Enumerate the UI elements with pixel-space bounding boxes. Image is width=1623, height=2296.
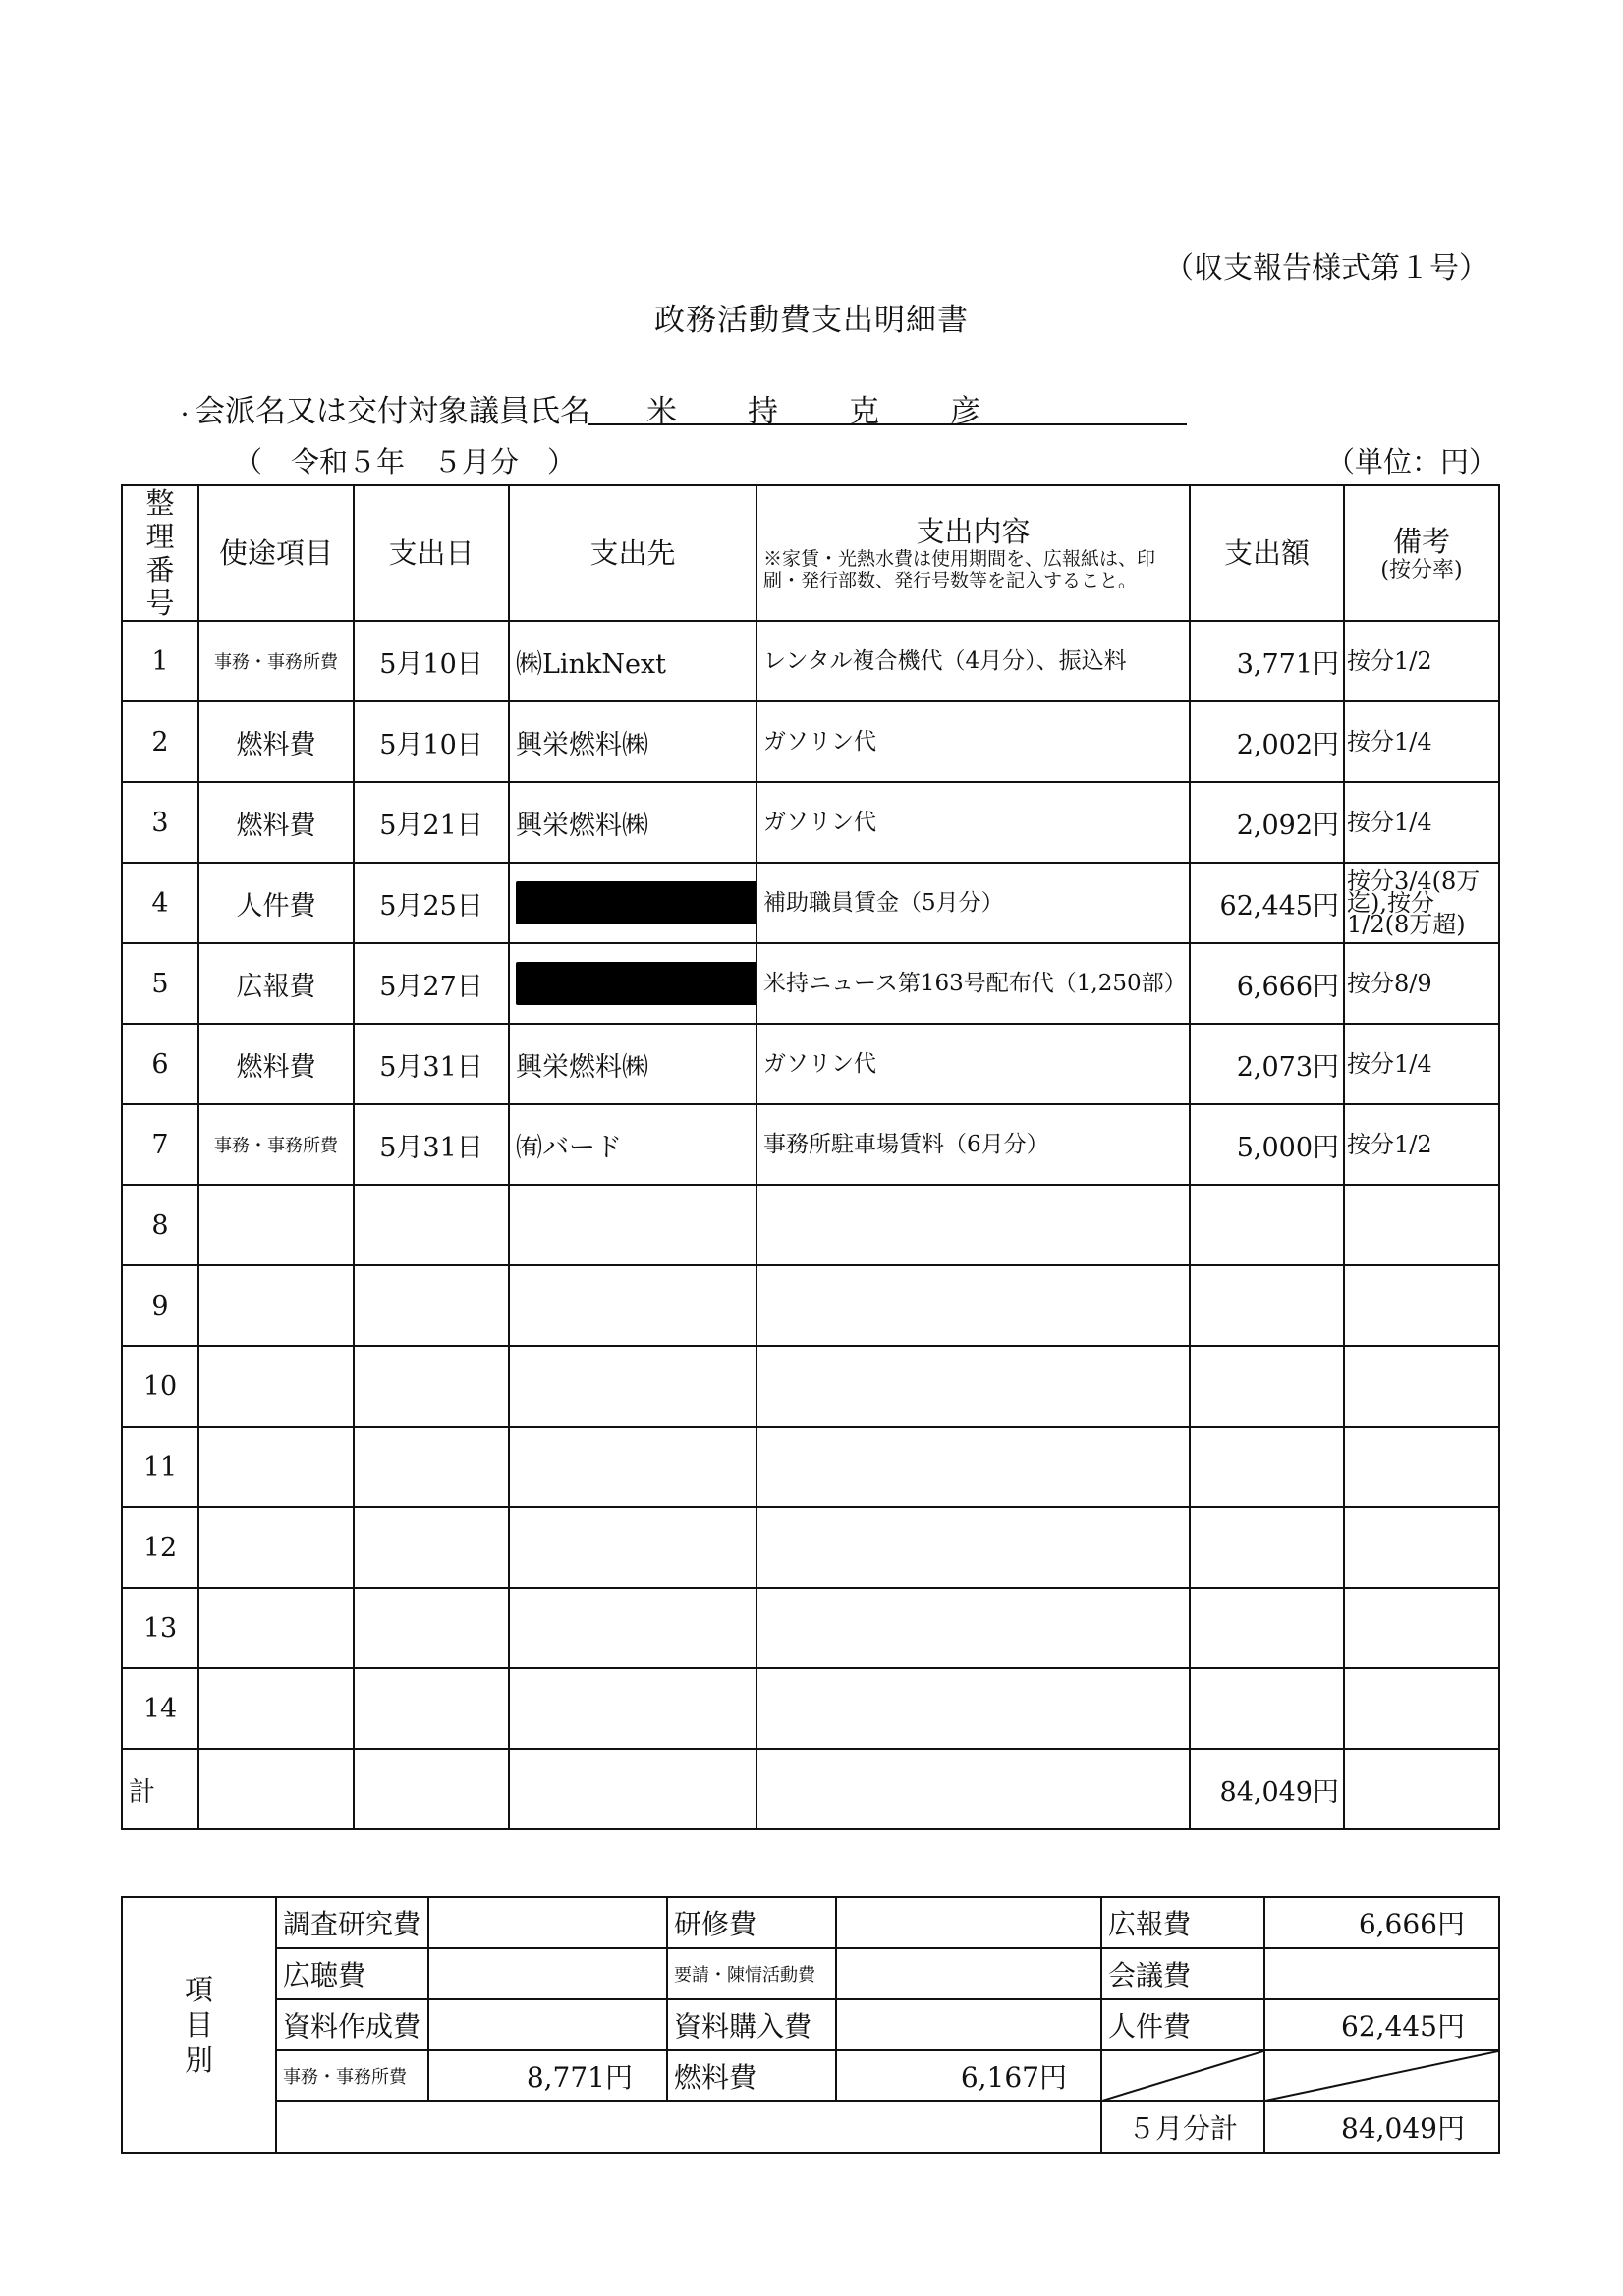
table-row (122, 863, 1499, 943)
row-date (354, 1588, 509, 1668)
row-amount (1190, 1346, 1344, 1427)
row-date (354, 1427, 509, 1507)
form-number: （収支報告様式第１号） (1164, 252, 1488, 286)
row-payee: 興栄燃料㈱ (509, 1024, 756, 1104)
row-date (354, 1346, 509, 1427)
row-amount (1190, 1427, 1344, 1507)
row-remarks: 按分1/4 (1344, 701, 1499, 782)
row-content (756, 1588, 1190, 1668)
row-remarks (1344, 1588, 1499, 1668)
row-category: 燃料費 (198, 1024, 354, 1104)
row-category (198, 1507, 354, 1588)
table-row (122, 1024, 1499, 1104)
row-no: 5 (122, 943, 198, 1024)
row-remarks: 按分3/4(8万迄),按分1/2(8万超) (1344, 863, 1499, 943)
row-amount: 2,002円 (1190, 701, 1344, 782)
row-category (198, 1427, 354, 1507)
row-content (756, 1346, 1190, 1427)
row-no: 10 (122, 1346, 198, 1427)
row-content: ガソリン代 (756, 701, 1190, 782)
member-label: ・会派名又は交付対象議員氏名 (175, 394, 590, 429)
header-payee: 支出先 (509, 485, 756, 621)
row-payee: ㈱LinkNext (509, 621, 756, 701)
table-row (122, 1507, 1499, 1588)
document-title: 政務活動費支出明細書 (654, 303, 969, 338)
row-no: 12 (122, 1507, 198, 1588)
summary-office-label: 事務・事務所費 (276, 2050, 428, 2101)
row-amount: 6,666円 (1190, 943, 1344, 1024)
row-category (198, 1265, 354, 1346)
table-row (122, 1668, 1499, 1749)
member-name: 米持克彦 (588, 386, 1187, 425)
header-remarks: 備考 (按分率) (1344, 485, 1499, 621)
row-category (198, 1185, 354, 1265)
row-category: 広報費 (198, 943, 354, 1024)
row-amount (1190, 1668, 1344, 1749)
row-no: 13 (122, 1588, 198, 1668)
row-payee: 興栄燃料㈱ (509, 782, 756, 863)
row-content (756, 1668, 1190, 1749)
row-date: 5月21日 (354, 782, 509, 863)
summary-diagonal-cell (1264, 2050, 1499, 2101)
summary-hearing-label: 広聴費 (276, 1948, 428, 1999)
row-payee (509, 1185, 756, 1265)
row-category (198, 1668, 354, 1749)
summary-table (121, 1896, 1500, 2154)
row-amount (1190, 1265, 1344, 1346)
unit: （単位：円） (1326, 445, 1498, 478)
table-row (122, 943, 1499, 1024)
row-amount: 3,771円 (1190, 621, 1344, 701)
row-content: ガソリン代 (756, 782, 1190, 863)
row-remarks (1344, 1427, 1499, 1507)
row-remarks (1344, 1346, 1499, 1427)
row-no: 9 (122, 1265, 198, 1346)
total-amount: 84,049円 (1190, 1749, 1344, 1829)
header-date: 支出日 (354, 485, 509, 621)
row-content (756, 1427, 1190, 1507)
header-category: 使途項目 (198, 485, 354, 621)
summary-personnel-label: 人件費 (1101, 1999, 1264, 2050)
summary-materials-purchase-label: 資料購入費 (667, 1999, 836, 2050)
summary-research-label: 調査研究費 (276, 1897, 428, 1948)
summary-side-label: 項目別 (122, 1897, 276, 2153)
row-no: 3 (122, 782, 198, 863)
row-remarks (1344, 1507, 1499, 1588)
row-remarks: 按分1/2 (1344, 621, 1499, 701)
row-payee (509, 1668, 756, 1749)
row-payee (509, 1507, 756, 1588)
row-amount (1190, 1588, 1344, 1668)
row-date (354, 1507, 509, 1588)
row-date (354, 1668, 509, 1749)
row-remarks: 按分8/9 (1344, 943, 1499, 1024)
summary-diagonal-cell (1101, 2050, 1264, 2101)
row-no: 6 (122, 1024, 198, 1104)
table-row (122, 621, 1499, 701)
table-row (122, 1265, 1499, 1346)
redaction-block (516, 962, 756, 1005)
row-date: 5月27日 (354, 943, 509, 1024)
row-content (756, 1507, 1190, 1588)
summary-petition-label: 要請・陳情活動費 (667, 1948, 836, 1999)
table-row (122, 1185, 1499, 1265)
header-content: 支出内容 ※家賃・光熱水費は使用期間を、広報紙は、印刷・発行部数、発行号数等を記入すること。 (756, 485, 1190, 621)
row-date (354, 1265, 509, 1346)
row-no: 11 (122, 1427, 198, 1507)
row-no: 7 (122, 1104, 198, 1185)
table-row (122, 1588, 1499, 1668)
row-category: 事務・事務所費 (198, 621, 354, 701)
row-content: 事務所駐車場賃料（6月分） (756, 1104, 1190, 1185)
total-row (122, 1749, 1499, 1829)
row-date: 5月10日 (354, 621, 509, 701)
row-remarks: 按分1/4 (1344, 1024, 1499, 1104)
row-payee (509, 1427, 756, 1507)
table-row (122, 1346, 1499, 1427)
row-amount: 5,000円 (1190, 1104, 1344, 1185)
table-row (122, 782, 1499, 863)
row-content: レンタル複合機代（4月分）、振込料 (756, 621, 1190, 701)
table-row (122, 701, 1499, 782)
row-remarks (1344, 1668, 1499, 1749)
row-payee: 興栄燃料㈱ (509, 701, 756, 782)
row-payee: ㈲バード (509, 1104, 756, 1185)
row-category: 人件費 (198, 863, 354, 943)
row-remarks: 按分1/4 (1344, 782, 1499, 863)
row-payee (509, 1588, 756, 1668)
summary-fuel-amount: 6,167円 (836, 2050, 1101, 2101)
row-category (198, 1588, 354, 1668)
row-no: 2 (122, 701, 198, 782)
header-no: 整理番号 (122, 485, 198, 621)
summary-month-total-label: ５月分計 (1101, 2101, 1264, 2153)
row-category: 燃料費 (198, 701, 354, 782)
summary-month-total-amount: 84,049円 (1264, 2101, 1499, 2153)
row-date: 5月10日 (354, 701, 509, 782)
row-no: 8 (122, 1185, 198, 1265)
row-date: 5月25日 (354, 863, 509, 943)
summary-personnel-amount: 62,445円 (1264, 1999, 1499, 2050)
table-row (122, 1104, 1499, 1185)
row-no: 1 (122, 621, 198, 701)
row-amount: 2,073円 (1190, 1024, 1344, 1104)
summary-fuel-label: 燃料費 (667, 2050, 836, 2101)
summary-office-amount: 8,771円 (428, 2050, 667, 2101)
summary-meeting-label: 会議費 (1101, 1948, 1264, 1999)
summary-training-label: 研修費 (667, 1897, 836, 1948)
row-category: 燃料費 (198, 782, 354, 863)
row-content: 米持ニュース第163号配布代（1,250部） (756, 943, 1190, 1024)
expenditure-table (121, 484, 1500, 1830)
row-payee (509, 1346, 756, 1427)
row-content: 補助職員賃金（5月分） (756, 863, 1190, 943)
row-date: 5月31日 (354, 1024, 509, 1104)
period: （ 令和５年 ５月分 ） (234, 445, 577, 478)
summary-pr-amount: 6,666円 (1264, 1897, 1499, 1948)
row-date (354, 1185, 509, 1265)
row-remarks: 按分1/2 (1344, 1104, 1499, 1185)
row-amount: 62,445円 (1190, 863, 1344, 943)
row-content (756, 1185, 1190, 1265)
row-amount (1190, 1507, 1344, 1588)
row-date: 5月31日 (354, 1104, 509, 1185)
table-row (122, 1427, 1499, 1507)
header-amount: 支出額 (1190, 485, 1344, 621)
row-remarks (1344, 1185, 1499, 1265)
table-header-row (122, 485, 1499, 621)
row-category: 事務・事務所費 (198, 1104, 354, 1185)
row-payee (509, 943, 756, 1024)
row-amount (1190, 1185, 1344, 1265)
total-label: 計 (122, 1749, 198, 1829)
summary-materials-prep-label: 資料作成費 (276, 1999, 428, 2050)
row-no: 14 (122, 1668, 198, 1749)
row-content: ガソリン代 (756, 1024, 1190, 1104)
row-payee (509, 1265, 756, 1346)
row-content (756, 1265, 1190, 1346)
redaction-block (516, 881, 756, 924)
row-amount: 2,092円 (1190, 782, 1344, 863)
row-payee (509, 863, 756, 943)
row-remarks (1344, 1265, 1499, 1346)
summary-pr-label: 広報費 (1101, 1897, 1264, 1948)
row-category (198, 1346, 354, 1427)
row-no: 4 (122, 863, 198, 943)
